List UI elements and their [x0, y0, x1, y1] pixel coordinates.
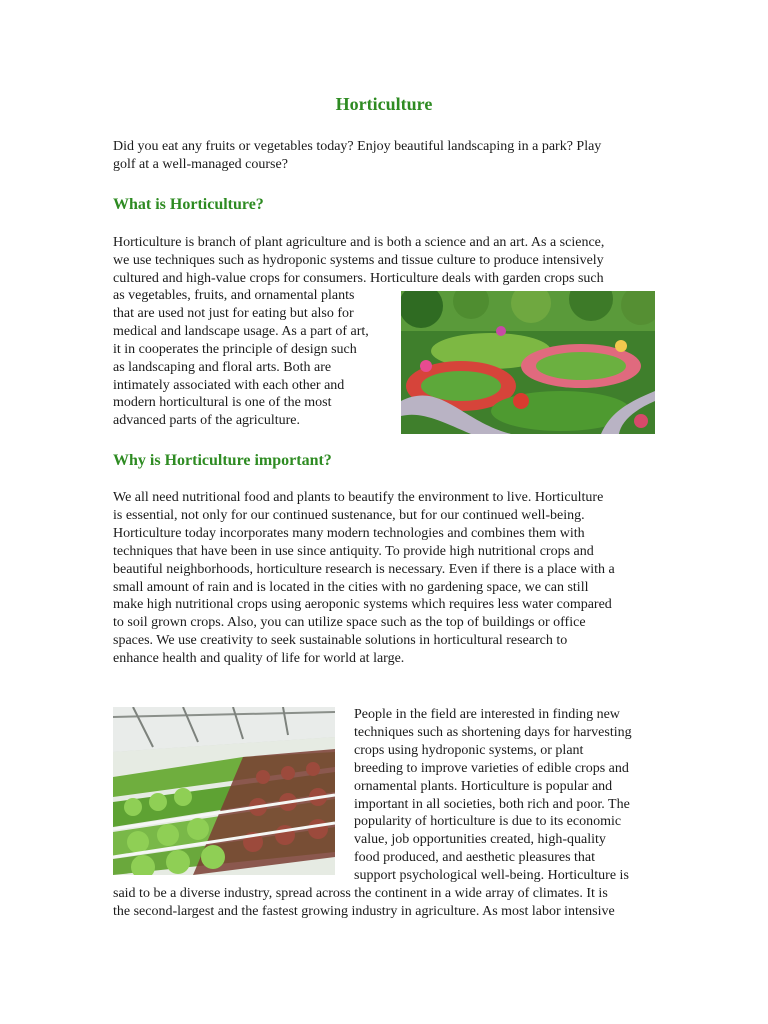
text-line: we use techniques such as hydroponic systems and tissue culture to produce intensively [113, 252, 604, 268]
section-heading-what: What is Horticulture? [113, 196, 264, 213]
text-line: value, job opportunities created, high-quality [354, 832, 606, 848]
text-line: ornamental plants. Horticulture is popular and [354, 778, 613, 794]
text-line: make high nutritional crops using aeroponic systems which requires less water compared [113, 597, 612, 613]
text-line: small amount of rain and is located in the cities with no gardening space, we can still [113, 579, 589, 595]
section1-paragraph-wrap [113, 287, 369, 430]
text-line: People in the field are interested in finding new [354, 707, 620, 722]
text-line: techniques such as shortening days for harvesting [354, 724, 632, 740]
text-line: medical and landscape usage. As a part of art, [113, 323, 369, 339]
text-line: the second-largest and the fastest growing industry in agriculture. As most labor intensive [113, 903, 615, 919]
text-line: Did you eat any fruits or vegetables today? Enjoy beautiful landscaping in a park? Play [113, 139, 602, 154]
text-line: support psychological well-being. Horticulture is [354, 868, 629, 884]
page-title: Horticulture [335, 94, 433, 114]
text-line: as vegetables, fruits, and ornamental plants [113, 288, 355, 303]
text-line: important in all societies, both rich and poor. The [354, 796, 630, 812]
text-line: intimately associated with each other and [113, 377, 345, 393]
text-line: golf at a well-managed course? [113, 156, 288, 172]
text-line: breeding to improve varieties of edible crops and [354, 760, 629, 776]
text-line: modern horticultural is one of the most [113, 395, 332, 411]
text-line: beautiful neighborhoods, horticulture research is necessary. Even if there is a place with a [113, 561, 615, 577]
section-heading-why: Why is Horticulture important? [113, 452, 332, 469]
text-line: popularity of horticulture is due to its economic [354, 814, 622, 830]
section3-paragraph-wrap [354, 706, 632, 885]
text-line: as landscaping and floral arts. Both are [113, 359, 332, 375]
text-line: Horticulture today incorporates many modern technologies and combines them with [113, 525, 585, 541]
text-line: it in cooperates the principle of design such [113, 341, 357, 357]
text-line: enhance health and quality of life for world at large. [113, 651, 405, 667]
text-line: that are used not just for eating but also for [113, 305, 354, 321]
text-line: said to be a diverse industry, spread across the continent in a wide array of climates. It is [113, 886, 608, 901]
text-line: advanced parts of the agriculture. [113, 413, 300, 429]
section2-paragraph [113, 489, 615, 668]
text-line: We all need nutritional food and plants to beautify the environment to live. Horticulture [113, 490, 604, 505]
section1-paragraph-full [113, 234, 604, 288]
text-line: to soil grown crops. Also, you can utilize space such as the top of buildings or office [113, 615, 586, 631]
intro-paragraph [113, 138, 601, 174]
text-line: is essential, not only for our continued sustenance, but for our continued well-being. [113, 507, 585, 523]
text-line: techniques that have been in use since antiquity. To provide high nutritional crops and [113, 543, 594, 559]
text-line: food produced, and aesthetic pleasures that [354, 850, 596, 866]
garden-photo [401, 291, 655, 434]
text-line: Horticulture is branch of plant agriculture and is both a science and an art. As a science, [113, 235, 605, 250]
hydroponic-photo [113, 707, 335, 875]
section3-paragraph-full [113, 885, 615, 921]
text-line: spaces. We use creativity to seek sustainable solutions in horticultural research to [113, 633, 568, 649]
text-line: cultured and high-value crops for consumers. Horticulture deals with garden crops such [113, 270, 604, 286]
text-line: crops using hydroponic systems, or plant [354, 742, 584, 758]
